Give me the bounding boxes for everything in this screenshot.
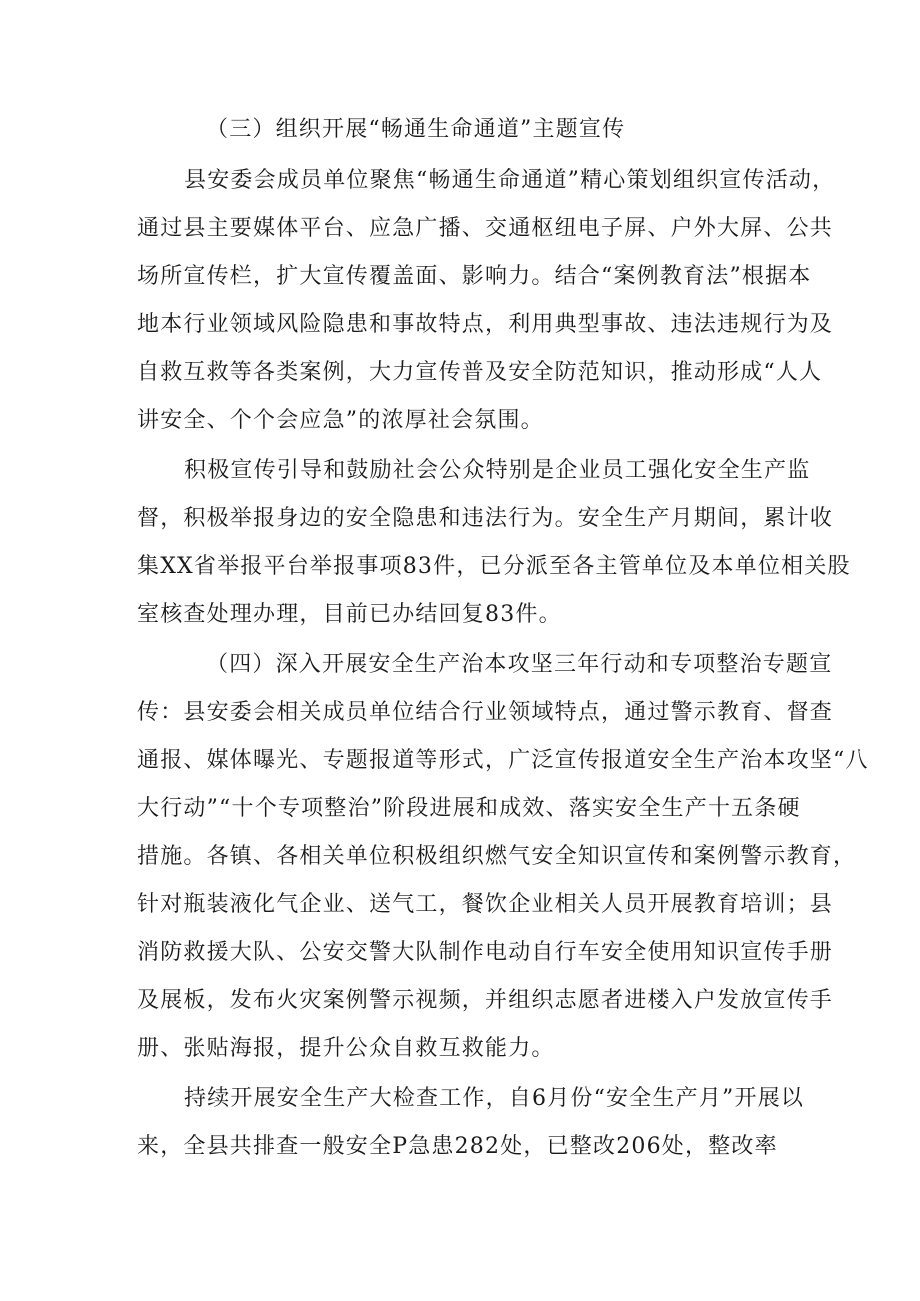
- text-line: 措施。各镇、各相关单位积极组织燃气安全知识宣传和案例警示教育，: [137, 844, 857, 869]
- text-line: 持续开展安全生产大检查工作，自6月份“安全生产月”开展以: [184, 1086, 805, 1111]
- text-line: 大行动”“十个专项整治”阶段进展和成效、落实安全生产十五条硬: [137, 796, 801, 821]
- section-heading-3: （三）组织开展“畅通生命通道”主题宣传: [206, 117, 626, 142]
- section-heading-4: （四）深入开展安全生产治本攻坚三年行动和专项整治专题宣: [206, 652, 833, 677]
- text-line: 室核查处理办理，目前已办结回复83件。: [137, 602, 562, 627]
- text-line: 场所宣传栏，扩大宣传覆盖面、影响力。结合“案例教育法”根据本: [137, 264, 812, 289]
- text-line: 消防救援大队、公安交警大队制作电动自行车安全使用知识宣传手册: [137, 940, 834, 965]
- text-line: 地本行业领域风险隐患和事故特点，利用典型事故、违法违规行为及: [137, 312, 834, 337]
- text-line: 积极宣传引导和鼓励社会公众特别是企业员工强化安全生产监: [184, 458, 811, 483]
- text-line: 县安委会成员单位聚焦“畅通生命通道”精心策划组织宣传活动，: [184, 168, 836, 193]
- text-line: 通过县主要媒体平台、应急广播、交通枢纽电子屏、户外大屏、公共: [137, 216, 834, 241]
- text-line: 传：县安委会相关成员单位结合行业领域特点，通过警示教育、督查: [137, 700, 834, 725]
- text-line: 及展板，发布火灾案例警示视频，并组织志愿者进楼入户发放宣传手: [137, 988, 834, 1013]
- text-line: 讲安全、个个会应急”的浓厚社会氛围。: [137, 408, 544, 433]
- text-line: 来，全县共排查一般安全P急患282处，已整改206处，整改率: [137, 1134, 778, 1159]
- text-line: 针对瓶装液化气企业、送气工，餐饮企业相关人员开展教育培训；县: [137, 892, 834, 917]
- text-line: 自救互救等各类案例，大力宣传普及安全防范知识，推动形成“人人: [137, 360, 823, 385]
- text-line: 通报、媒体曝光、专题报道等形式，广泛宣传报道安全生产治本攻坚“八: [137, 748, 869, 773]
- text-line: 督，积极举报身边的安全隐患和违法行为。安全生产月期间，累计收: [137, 506, 834, 531]
- text-line: 册、张贴海报，提升公众自救互救能力。: [137, 1036, 555, 1061]
- text-line: 集XX省举报平台举报事项83件，已分派至各主管单位及本单位相关股: [137, 554, 851, 579]
